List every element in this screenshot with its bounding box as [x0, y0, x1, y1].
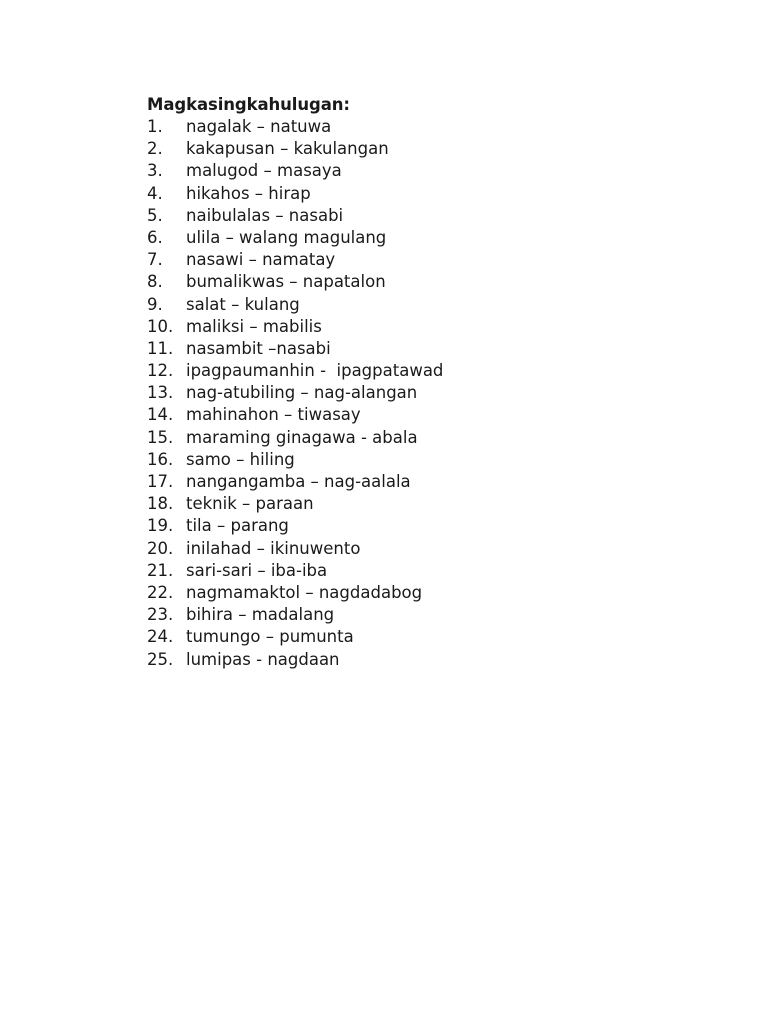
- list-item: [147, 538, 707, 560]
- list-item: [147, 316, 707, 338]
- synonym-pair: ulila – walang magulang: [186, 227, 387, 247]
- list-item-number: 12.: [147, 361, 174, 381]
- list-item: [147, 560, 707, 582]
- list-item: [147, 138, 707, 160]
- synonym-pair: samo – hiling: [186, 449, 295, 469]
- list-item: [147, 404, 707, 426]
- list-item-number: 24.: [147, 627, 174, 647]
- list-item: [147, 205, 707, 227]
- list-item-number: 25.: [147, 649, 174, 669]
- list-item: [147, 449, 707, 471]
- list-item-number: 6.: [147, 227, 163, 247]
- list-item-number: 23.: [147, 605, 174, 625]
- list-item-number: 18.: [147, 494, 174, 514]
- list-item-number: 16.: [147, 449, 174, 469]
- synonym-pair: mahinahon – tiwasay: [186, 405, 361, 425]
- list-item: [147, 582, 707, 604]
- document-content: [147, 94, 707, 671]
- synonym-pair: kakapusan – kakulangan: [186, 139, 389, 159]
- synonym-pair: naibulalas – nasabi: [186, 205, 344, 225]
- list-item: [147, 160, 707, 182]
- list-item-number: 10.: [147, 316, 174, 336]
- list-item-number: 14.: [147, 405, 174, 425]
- list-item-number: 1.: [147, 117, 163, 136]
- list-item: [147, 604, 707, 626]
- list-item-number: 5.: [147, 205, 163, 225]
- synonym-pair: tila – parang: [186, 516, 289, 536]
- list-item-number: 21.: [147, 560, 174, 580]
- synonym-pair: ipagpaumanhin - ipagpatawad: [186, 361, 444, 381]
- synonym-pair: nagmamaktol – nagdadabog: [186, 582, 423, 602]
- list-item-number: 3.: [147, 161, 163, 181]
- list-item-number: 19.: [147, 516, 174, 536]
- list-item-number: 13.: [147, 383, 174, 403]
- list-item: [147, 427, 707, 449]
- list-item-number: 22.: [147, 582, 174, 602]
- list-item: [147, 116, 707, 138]
- list-item: [147, 515, 707, 537]
- synonym-pair: maliksi – mabilis: [186, 316, 322, 336]
- list-item-number: 17.: [147, 472, 174, 491]
- synonym-pair: nagalak – natuwa: [186, 117, 332, 136]
- synonym-pair: bumalikwas – napatalon: [186, 272, 386, 292]
- synonym-pair: teknik – paraan: [186, 494, 314, 514]
- list-item-number: 9.: [147, 294, 163, 314]
- synonym-list: [147, 116, 707, 671]
- list-item-number: 2.: [147, 139, 163, 159]
- list-item: [147, 649, 707, 671]
- synonym-pair: bihira – madalang: [186, 605, 335, 625]
- list-item: [147, 626, 707, 648]
- list-item: [147, 493, 707, 515]
- list-heading: Magkasingkahulugan:: [147, 95, 350, 114]
- synonym-pair: inilahad – ikinuwento: [186, 538, 361, 558]
- list-item: [147, 271, 707, 293]
- list-item-number: 8.: [147, 272, 163, 292]
- synonym-pair: sari-sari – iba-iba: [186, 560, 328, 580]
- synonym-pair: nag-atubiling – nag-alangan: [186, 383, 418, 403]
- synonym-pair: hikahos – hirap: [186, 183, 311, 203]
- list-item: [147, 471, 707, 493]
- list-item: [147, 338, 707, 360]
- list-item: [147, 249, 707, 271]
- list-item-number: 4.: [147, 183, 163, 203]
- synonym-pair: lumipas - nagdaan: [186, 649, 340, 669]
- list-item-number: 20.: [147, 538, 174, 558]
- list-item: [147, 183, 707, 205]
- list-item-number: 15.: [147, 427, 174, 447]
- synonym-pair: nasambit –nasabi: [186, 338, 331, 358]
- list-item-number: 11.: [147, 338, 174, 358]
- synonym-pair: nangangamba – nag-aalala: [186, 472, 411, 491]
- list-item: [147, 294, 707, 316]
- synonym-pair: tumungo – pumunta: [186, 627, 354, 647]
- list-item: [147, 382, 707, 404]
- list-item-number: 7.: [147, 250, 163, 270]
- list-item: [147, 227, 707, 249]
- synonym-pair: malugod – masaya: [186, 161, 342, 181]
- synonym-pair: nasawi – namatay: [186, 250, 336, 270]
- synonym-pair: maraming ginagawa - abala: [186, 427, 418, 447]
- synonym-pair: salat – kulang: [186, 294, 300, 314]
- list-item: [147, 360, 707, 382]
